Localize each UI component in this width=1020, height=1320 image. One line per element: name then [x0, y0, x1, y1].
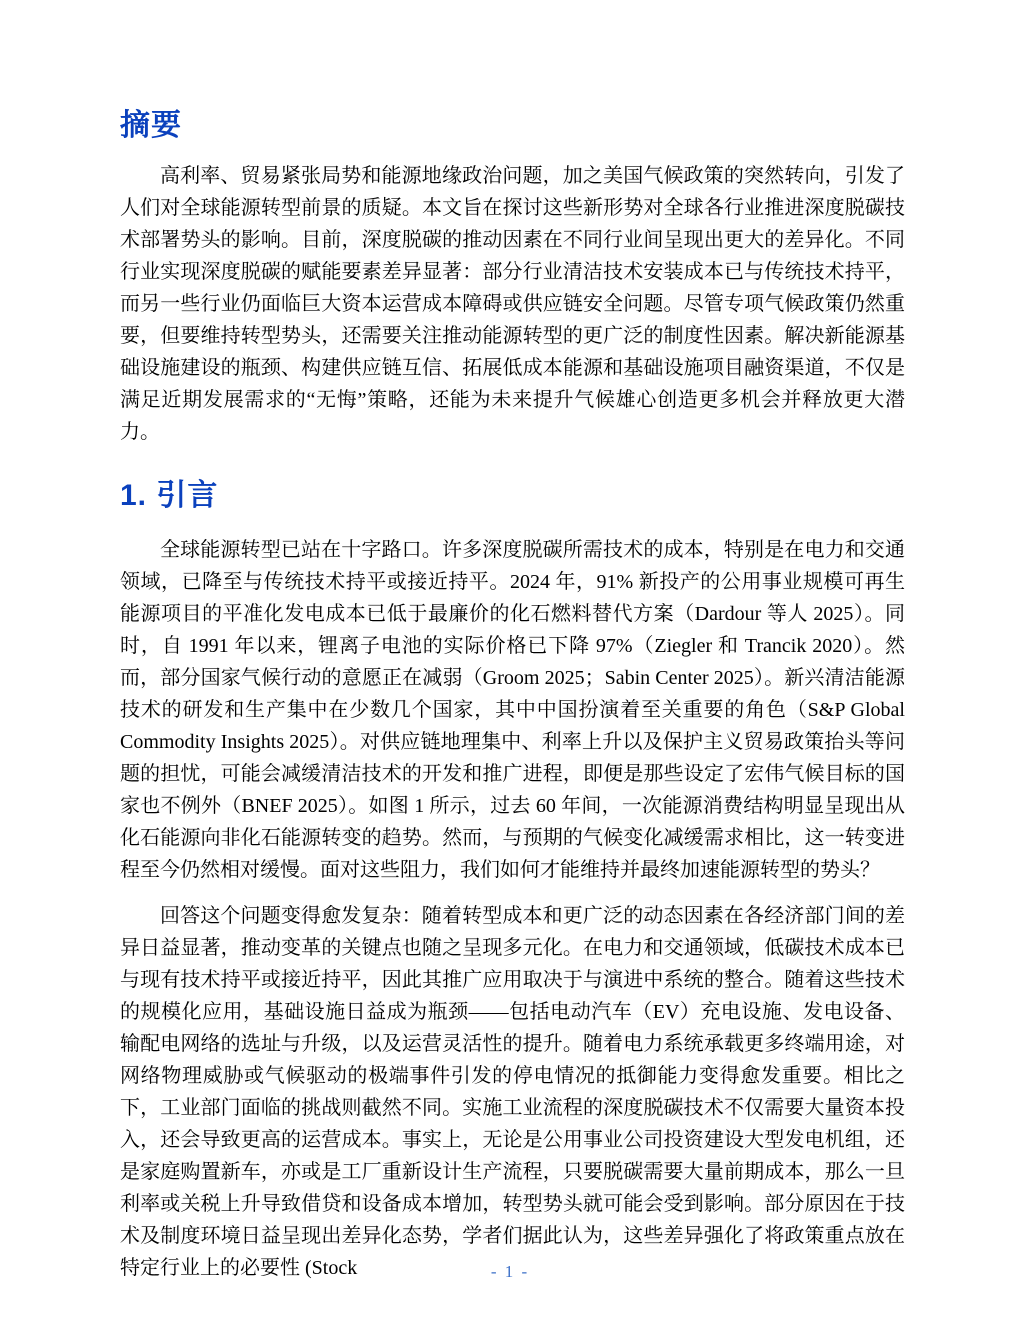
abstract-paragraph: 高利率、贸易紧张局势和能源地缘政治问题，加之美国气候政策的突然转向，引发了人们对全球能源转型前景的质疑。本文旨在探讨这些新形势对全球各行业推进深度脱碳技术部署势头的影响。目前，深度脱碳的推动因素在不同行业间呈现出更大的差异化。不同行业实现深度脱碳的赋能要素差异显著：部分行业清洁技术安装成本已与传统技术持平，而另一些行业仍面临巨大资本运营成本障碍或供应链安全问题。尽管专项气候政策仍然重要，但要维持转型势头，还需要关注推动能源转型的更广泛的制度性因素。解决新能源基础设施建设的瓶颈、构建供应链互信、拓展低成本能源和基础设施项目融资渠道，不仅是满足近期发展需求的“无悔”策略，还能为未来提升气候雄心创造更多机会并释放更大潜力。	[120, 165, 905, 443]
introduction-paragraph-1: 全球能源转型已站在十字路口。许多深度脱碳所需技术的成本，特别是在电力和交通领域，已降至与传统技术持平或接近持平。2024 年，91% 新投产的公用事业规模可再生能源项目的平准化发电成本已低于最廉价的化石燃料替代方案（Dardour 等人 2025）。同时，自 1991 年以来，锂离子电池的实际价格已下降 97%（Ziegler 和 Trancik 2020）。然而，部分国家气候行动的意愿正在减弱（Groom 2025；Sabin Center 2025）。新兴清洁能源技术的研发和生产集中在少数几个国家，其中中国扮演着至关重要的角色（S&P Global Commodity Insights 2025）。对供应链地理集中、利率上升以及保护主义贸易政策抬头等问题的担忧，可能会减缓清洁技术的开发和推广进程，即便是那些设定了宏伟气候目标的国家也不例外（BNEF 2025）。如图 1 所示，过去 60 年间，一次能源消费结构明显呈现出从化石能源向非化石能源转变的趋势。然而，与预期的气候变化减缓需求相比，这一转变进程至今仍然相对缓慢。面对这些阻力，我们如何才能维持并最终加速能源转型的势头？	[120, 539, 905, 881]
abstract-heading: 摘要	[120, 109, 182, 142]
abstract-section	[120, 108, 905, 448]
page-number: - 1 -	[490, 1262, 530, 1281]
introduction-heading: 1. 引言	[120, 479, 219, 512]
page-footer	[0, 1262, 1020, 1282]
introduction-paragraph-2: 回答这个问题变得愈发复杂：随着转型成本和更广泛的动态因素在各经济部门间的差异日益显著，推动变革的关键点也随之呈现多元化。在电力和交通领域，低碳技术成本已与现有技术持平或接近持平，因此其推广应用取决于与演进中系统的整合。随着这些技术的规模化应用，基础设施日益成为瓶颈——包括电动汽车（EV）充电设施、发电设备、输配电网络的选址与升级，以及运营灵活性的提升。随着电力系统承载更多终端用途，对网络物理威胁或气候驱动的极端事件引发的停电情况的抵御能力变得愈发重要。相比之下，工业部门面临的挑战则截然不同。实施工业流程的深度脱碳技术不仅需要大量资本投入，还会导致更高的运营成本。事实上，无论是公用事业公司投资建设大型发电机组，还是家庭购置新车，亦或是工厂重新设计生产流程，只要脱碳需要大量前期成本，那么一旦利率或关税上升导致借贷和设备成本增加，转型势头就可能会受到影响。部分原因在于技术及制度环境日益呈现出差异化态势，学者们据此认为，这些差异强化了将政策重点放在特定行业上的必要性 (Stock	[120, 905, 905, 1279]
introduction-section	[120, 478, 905, 1284]
